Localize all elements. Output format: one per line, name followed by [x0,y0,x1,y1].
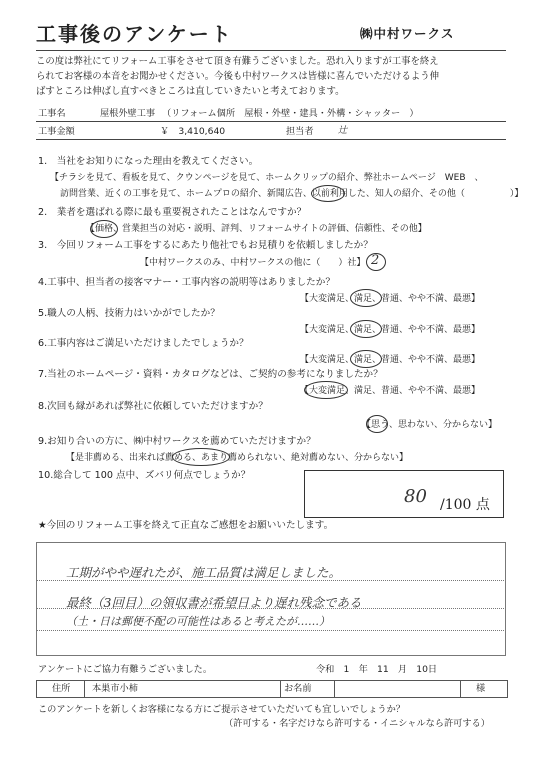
comment-line [36,630,506,632]
q9-options: 【是非薦める、出来れば薦める、あまり薦められない、絶対薦めない、分からない】 [66,453,409,463]
q1-options-line2: 訪問営業、近くの工事を見て、ホームプロの紹介、新聞広告、以前利用した、知人の紹介、その他（ ）】 [60,189,524,199]
survey-date: 令和 1 年 11 月 10日 [316,664,438,675]
q7-scale: 【大変満足、満足、普通、やや不満、最悪】 [300,386,481,396]
q5-scale: 【大変満足、満足、普通、やや不満、最悪】 [300,325,481,335]
repair-location: （リフォーム個所 屋根・外壁・建具・外構・シャッター ） [162,108,419,119]
answer-circle [172,448,230,466]
q3-handwritten-count: 2 [371,253,380,268]
answer-circle [366,415,388,433]
address-value: 本巣市小柿 [92,683,138,694]
info-divider [36,139,506,140]
question-6: 6.工事内容はご満足いただけましたでしょうか？ [38,338,249,349]
answer-circle [350,350,382,368]
project-name-value: 屋根外壁工事 [100,108,156,119]
question-8: 8.次回も縁があれば弊社に依頼していただけますか？ [38,401,268,412]
answer-circle [304,381,348,399]
row-divider [334,680,335,698]
answer-circle [90,220,118,238]
question-9: 9.お知り合いの方に、㈱中村ワークスを薦めていただけますか？ [38,436,316,447]
answer-circle [350,320,382,338]
answer-circle [311,185,345,202]
q8-options: 【思う、思わない、分からない】 [362,420,498,430]
row-divider [280,680,281,698]
q4-scale: 【大変満足、満足、普通、やや不満、最悪】 [300,294,481,304]
question-5: 5.職人の人柄、技術力はいかがでしたか？ [38,308,220,319]
question-3: 3. 今回リフォーム工事をするにあたり他社でもお見積りを依頼しましたか？ [38,240,373,251]
project-name-label: 工事名 [38,108,66,119]
intro-line: ばすところは伸ばし直すべきところは直していきたいと考えております。 [36,86,345,97]
title-divider [36,50,506,51]
row-divider [460,680,461,698]
amount-value: ￥ 3,410,640 [160,126,226,137]
score-suffix: /100 点 [440,497,490,513]
info-divider [36,121,506,122]
row-divider [84,680,85,698]
comment-hand-line-3: （土・日は郵便不配の可能性はあると考えたが……） [66,615,330,628]
staff-label: 担当者 [286,126,314,137]
q3-options: 【中村ワークスのみ、中村ワークスの他に（ ）社】 [140,258,366,268]
question-7: 7.当社のホームページ・資料・カタログなどは、ご契約の参考になりましたか？ [38,369,383,380]
consent-options: （許可する・名字だけなら許可する・イニシャルなら許可する） [224,718,490,729]
amount-label: 工事金額 [38,126,75,137]
thanks-text: アンケートにご協力有難うございました。 [38,664,213,675]
comment-hand-line-2: 最終（3回目）の領収書が希望日より遅れ残念である [66,595,362,610]
q2-options: 【価格、営業担当の対応・説明、評判、リフォームサイトの評価、信頼性、その他】 [86,224,427,234]
customer-name-label: お名前 [284,683,312,694]
question-2: 2. 業者を選ばれる際に最も重要視されたことはなんですか？ [38,207,307,218]
intro-text [36,54,506,99]
answer-circle [366,253,386,271]
staff-value: 辻 [338,125,348,136]
consent-question: このアンケートを新しくお客様になる方にご提示させていただいても宜しいでしょうか？ [38,704,405,715]
comment-hand-line-1: 工期がやや遅れたが、施工品質は満足しました。 [66,565,342,580]
question-10: 10.総合して 100 点中、ズバリ何点でしょうか？ [38,470,251,481]
intro-line: られてお客様の本音をお聞かせください。今後も中村ワークスは皆様に喜んでいただけるよう伸 [36,71,440,82]
score-value: 80 [404,486,427,507]
intro-line: この度は弊社にてリフォーム工事をさせて頂き有難うございました。恐れ入りますが工事を終え [36,56,439,67]
q6-scale: 【大変満足、満足、普通、やや不満、最悪】 [300,355,481,365]
company-name: ㈱中村ワークス [360,26,455,41]
q1-options-line1: 【チラシを見て、看板を見て、クウンページを見て、ホームクリップの紹介、弊社ホームページ WEB 、 [50,173,484,183]
page-title: 工事後のアンケート [36,22,233,46]
question-1: 1. 当社をお知りになった理由を教えてください。 [38,156,259,167]
address-label: 住所 [52,683,71,694]
honorific: 様 [476,683,486,694]
question-4: 4.工事中、担当者の接客マナー・工事内容の説明等はありましたか？ [38,277,335,288]
answer-circle [350,289,382,307]
comment-heading: ★今回のリフォーム工事を終えて正直なご感想をお願いいたします。 [38,520,334,531]
